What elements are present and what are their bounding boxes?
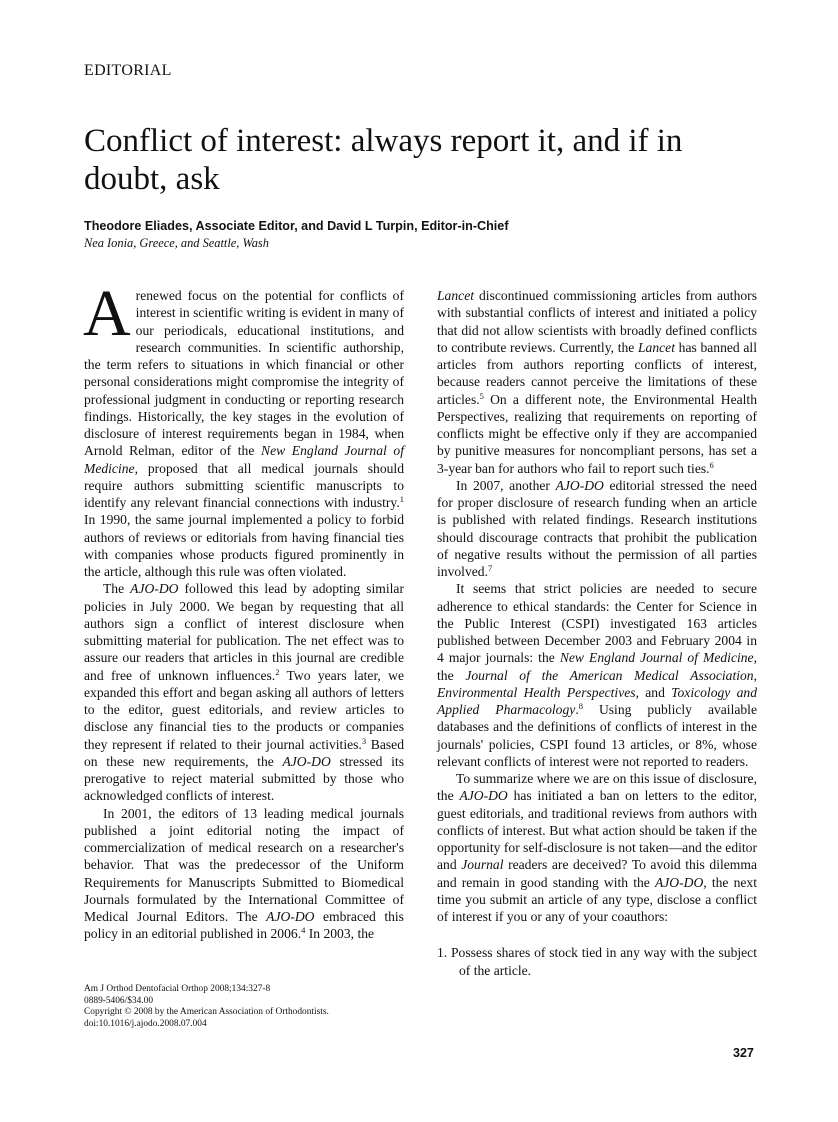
italic-text: Journal of the American Medical Association	[465, 667, 754, 683]
italic-text: AJO-DO	[266, 909, 315, 924]
italic-text: AJO-DO	[130, 581, 179, 597]
paragraph	[437, 287, 757, 477]
journal-citation: Am J Orthod Dentofacial Orthop 2008;134:327-8	[84, 984, 271, 994]
authors: Theodore Eliades, Associate Editor, and David L Turpin, Editor-in-Chief	[84, 219, 509, 233]
text-run: renewed focus on the potential for conflicts of interest in scientific writing is evident in many of our periodicals, educational institutions, and research communities. In scientific authorship, the term refers to situations in which financial or other personal considerations might compromise the integrity of professional judgment in conducting or reporting research findings. Historically, the key stages in the evolution of disclosure of interest requirements began in 1984, when Arnold Relman, editor of the	[84, 288, 404, 459]
drop-cap: A	[83, 277, 131, 350]
reference-superscript: 8	[578, 701, 583, 711]
copyright: Copyright © 2008 by the American Association of Orthodontists.	[84, 1007, 329, 1018]
text-run: ,	[753, 667, 757, 683]
italic-text: AJO-DO	[654, 874, 704, 890]
page-number: 327	[733, 1046, 754, 1060]
text-run: , the next time you submit an article of any type, disclose a conflict of interest if you or any of your coauthors:	[437, 874, 757, 924]
left-column	[83, 277, 404, 943]
text-run: has initiated a ban on letters to the editor, guest editorials, and traditional reviews from authors with conflicts of interest. But what action should be taken if the opportunity for self-disclosure is not taken—and the editor and	[437, 788, 757, 873]
reference-superscript: 4	[301, 925, 306, 936]
text-run: , proposed that all medical journals should require authors submitting scientific manuscripts to identify any relevant financial connections with industry.	[84, 460, 404, 510]
paragraph	[437, 580, 757, 770]
paragraph	[84, 805, 404, 943]
text-run: stressed its prerogative to reject material submitted by those who acknowledged conflicts of interest.	[84, 753, 404, 804]
paragraph	[84, 580, 404, 804]
text-run: discontinued commissioning articles from authors with substantial conflicts of interest and initiated a policy that did not allow scientists with broadly defined conflicts to contribute reviews. Currently, the	[437, 288, 757, 355]
reference-superscript: 2	[275, 666, 280, 677]
affiliation: Nea Ionia, Greece, and Seattle, Wash	[84, 236, 269, 250]
text-run: In 2007, another	[456, 477, 556, 493]
paragraph	[437, 770, 757, 925]
footer-citation-block	[84, 984, 329, 1030]
italic-text: AJO-DO	[459, 788, 508, 804]
text-run: In 2001, the editors of 13 leading medical journals published a joint editorial noting the impact of commercialization of medical research on a researcher's behavior. That was the predecessor of the Uniform Requirements for Manuscripts Submitted to Biomedical Journals formulated by the International Committee of Medical Journal Editors. The	[84, 805, 404, 924]
text-run: embraced this policy in an editorial published in 2006.	[84, 909, 404, 942]
text-run: It seems that strict policies are needed to secure adherence to ethical standards: the Center for Science in the Public Interest (CSPI) investigated 163 articles published between December 2003 and February 2004 in 4 major journals: the	[437, 581, 757, 666]
italic-text: Toxicology and Applied Pharmacology	[437, 684, 758, 717]
paragraph	[437, 477, 757, 581]
text-run: followed this lead by adopting similar policies in July 2000. We began by requesting that all authors sign a conflict of interest disclosure when submitting material for publication. The net effect was to assure our readers that articles in this journal are credible and free of unknown influences.	[84, 581, 404, 683]
right-column	[437, 287, 757, 979]
text-run: In 2003, the	[305, 926, 375, 942]
italic-text: Lancet	[637, 339, 675, 355]
text-run: On a different note, the Environmental Health Perspectives, realizing that requirements on reporting of conflicts might be effective only if they are accompanied by punitive measures for noncompliant persons, has set a 3-year ban for authors who fail to report such ties.	[437, 391, 757, 476]
reference-superscript: 7	[487, 563, 493, 573]
italic-text: AJO-DO	[555, 477, 604, 493]
reference-superscript: 5	[479, 390, 484, 401]
text-run: In 1990, the same journal implemented a policy to forbid authors of reviews or editorials from having financial ties with companies whose products figured prominently in the article, although this rule was often violated.	[84, 512, 404, 579]
text-run: editorial stressed the need for proper disclosure of research funding when an article is published with related findings. Research institutions should discourage contracts that prohibit the publication of negative results without the permission of all parties involved.	[437, 477, 757, 579]
reference-superscript: 1	[399, 494, 404, 504]
text-run: Using publicly available databases and the definitions of conflicts of interest in the journals' policies, CSPI found 13 articles, or 8%, whose relevant conflicts of interest were not reported to readers.	[437, 702, 757, 769]
list-item: 1. Possess shares of stock tied in any way with the subject of the article.	[437, 945, 757, 978]
italic-text: Environmental Health Perspectives	[437, 684, 636, 700]
text-run: .	[575, 702, 579, 717]
italic-text: New England Journal of Medicine	[559, 650, 754, 666]
doi: doi:10.1016/j.ajodo.2008.07.004	[84, 1018, 207, 1029]
text-run: readers are deceived? To avoid this dilemma and remain in good standing with the	[437, 857, 757, 890]
text-run: has banned all articles from authors reporting conflicts of interest, because readers cannot perceive the limitations of these articles.	[437, 339, 757, 407]
text-run: The	[103, 581, 131, 597]
text-run: Two years later, we expanded this effort and began asking all authors of letters to the editor, guest editorials, and review articles to disclose any financial ties to the products or companies they represent if related to their journal activities.	[84, 667, 404, 752]
paragraph	[83, 277, 404, 580]
italic-text: New England Journal of Medicine	[84, 443, 404, 476]
italic-text: Journal	[461, 857, 504, 873]
italic-text: AJO-DO	[282, 753, 331, 769]
text-run: , and	[635, 684, 672, 700]
issn-price: 0889-5406/$34.00	[84, 995, 154, 1006]
reference-superscript: 6	[709, 459, 714, 470]
text-run: , the	[437, 650, 758, 683]
italic-text: Lancet	[437, 288, 474, 303]
section-label: EDITORIAL	[84, 62, 172, 79]
text-run: Based on these new requirements, the	[84, 736, 404, 769]
article-title: Conflict of interest: always report it, and if in doubt, ask	[84, 123, 683, 197]
reference-superscript: 3	[361, 735, 367, 746]
text-run: To summarize where we are on this issue of disclosure, the	[437, 771, 757, 804]
